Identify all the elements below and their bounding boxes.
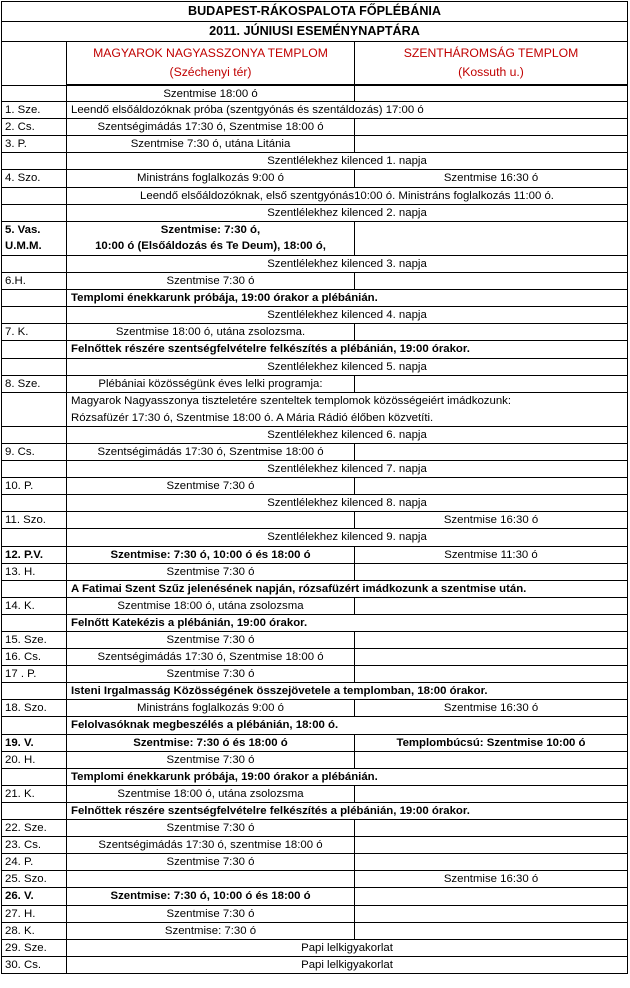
novena-text: Szentlélekhez kilenced 7. napja bbox=[66, 461, 627, 477]
event-text bbox=[66, 222, 354, 255]
day-label: 10. P. bbox=[5, 480, 34, 493]
event-text: Felnőtt Katekézis a plébánián, 19:00 órakor. bbox=[66, 615, 627, 631]
table-row bbox=[1, 170, 628, 187]
table-row bbox=[1, 786, 628, 803]
table-row bbox=[1, 581, 628, 598]
day-label: 17 . P. bbox=[5, 668, 37, 681]
table-row bbox=[1, 769, 628, 786]
event-text: Ministráns foglalkozás 9:00 ó bbox=[66, 170, 354, 186]
event-text-right: Szentmise 16:30 ó bbox=[354, 512, 627, 528]
table-row bbox=[1, 85, 628, 102]
table-row bbox=[1, 341, 628, 358]
event-text: Szentmise 7:30 ó bbox=[66, 478, 354, 494]
novena-text: Szentlélekhez kilenced 4. napja bbox=[66, 307, 627, 323]
day-label: 12. P.V. bbox=[5, 548, 44, 561]
table-row bbox=[1, 632, 628, 649]
event-text: Ministráns foglalkozás 9:00 ó bbox=[66, 700, 354, 716]
day-label: 4. Szo. bbox=[5, 172, 41, 185]
table-row bbox=[1, 957, 628, 974]
event-text: Szentmise: 7:30 ó és 18:00 ó bbox=[66, 735, 354, 751]
day-label: 2. Cs. bbox=[5, 121, 35, 134]
left-church-address: (Széchenyi tér) bbox=[169, 65, 252, 79]
event-text: Szentmise: 7:30 ó, 10:00 ó és 18:00 ó bbox=[66, 888, 354, 904]
event-text: Szentmise 18:00 ó bbox=[66, 86, 354, 101]
day-label-line-1: 5. Vas. bbox=[5, 223, 41, 236]
table-row bbox=[1, 376, 628, 393]
table-row bbox=[1, 256, 628, 273]
day-label: 15. Sze. bbox=[5, 634, 47, 646]
day-label: 9. Cs. bbox=[5, 445, 35, 458]
table-row bbox=[1, 188, 628, 205]
table-row bbox=[1, 444, 628, 461]
day-label: 20. H. bbox=[5, 753, 36, 766]
table-row bbox=[1, 837, 628, 854]
event-text: Szentségimádás 17:30 ó, Szentmise 18:00 ó bbox=[66, 119, 354, 135]
table-row bbox=[1, 717, 628, 734]
event-text: Papi lelkigyakorlat bbox=[66, 957, 627, 973]
event-text-line-1: Magyarok Nagyasszonya tiszteletére szenteltek templomok közösségeiért imádkozunk: bbox=[71, 394, 512, 407]
event-text: Plébániai közösségünk éves lelki programja: bbox=[66, 376, 354, 392]
novena-text: Szentlélekhez kilenced 1. napja bbox=[66, 153, 627, 169]
right-church-address: (Kossuth u.) bbox=[458, 65, 524, 79]
day-label: 30. Cs. bbox=[5, 958, 42, 971]
day-label: 19. V. bbox=[5, 736, 34, 749]
novena-text: Szentlélekhez kilenced 6. napja bbox=[66, 427, 627, 443]
event-text: Szentmise 18:00 ó, utána zsolozsma bbox=[66, 786, 354, 802]
event-text: Szentmise 7:30 ó bbox=[66, 820, 354, 836]
event-text: Felolvasóknak megbeszélés a plébánián, 18:00 ó. bbox=[66, 717, 627, 733]
title-line-1: BUDAPEST-RÁKOSPALOTA FŐPLÉBÁNIA bbox=[2, 2, 627, 22]
table-row bbox=[1, 324, 628, 341]
day-label: 16. Cs. bbox=[5, 651, 42, 664]
table-row bbox=[1, 427, 628, 444]
event-text: Szentmise 7:30 ó bbox=[66, 564, 354, 580]
table-row bbox=[1, 222, 628, 256]
event-text: Szentségimádás 17:30 ó, Szentmise 18:00 ó bbox=[66, 444, 354, 460]
table-row bbox=[1, 615, 628, 632]
event-text: Leendő elsőáldozóknak próba (szentgyónás és szentáldozás) 17:00 ó bbox=[66, 102, 627, 118]
event-text: Szentmise 7:30 ó bbox=[66, 752, 354, 768]
table-row bbox=[1, 461, 628, 478]
table-row bbox=[1, 803, 628, 820]
event-text-right: Szentmise 16:30 ó bbox=[354, 871, 627, 887]
day-label: 18. Szo. bbox=[5, 702, 47, 715]
table-row bbox=[1, 666, 628, 683]
event-text: Szentmise 7:30 ó bbox=[66, 632, 354, 648]
title-line-2: 2011. JÚNIUSI ESEMÉNYNAPTÁRA bbox=[2, 22, 627, 42]
day-label: 26. V. bbox=[5, 890, 34, 903]
table-row bbox=[1, 700, 628, 717]
table-row bbox=[1, 906, 628, 923]
day-label: 28. K. bbox=[5, 924, 35, 937]
day-label: 6.H. bbox=[5, 275, 26, 288]
event-text: Szentségimádás 17:30 ó, Szentmise 18:00 ó bbox=[66, 649, 354, 665]
table-row bbox=[1, 564, 628, 581]
day-label: 8. Sze. bbox=[5, 377, 41, 390]
day-label: 23. Cs. bbox=[5, 839, 42, 852]
table-row bbox=[1, 683, 628, 700]
document-header bbox=[1, 1, 628, 42]
table-row bbox=[1, 735, 628, 752]
day-label: 1. Sze. bbox=[5, 104, 41, 117]
event-text: Felnőttek részére szentségfelvételre felkészítés a plébánián, 19:00 órakor. bbox=[66, 341, 627, 357]
event-text: Leendő elsőáldozóknak, első szentgyónás10:00 ó. Ministráns foglalkozás 11:00 ó. bbox=[66, 188, 627, 204]
table-row bbox=[1, 854, 628, 871]
event-text-line-1: Szentmise: 7:30 ó, bbox=[160, 223, 261, 236]
event-text: Szentmise: 7:30 ó bbox=[66, 923, 354, 939]
event-text: Szentmise 7:30 ó bbox=[66, 273, 354, 289]
day-label bbox=[2, 222, 66, 255]
day-label-line-2: U.M.M. bbox=[5, 240, 42, 253]
event-text bbox=[66, 393, 627, 426]
table-row bbox=[1, 359, 628, 376]
table-row bbox=[1, 820, 628, 837]
event-text: Szentmise 7:30 ó, utána Litánia bbox=[66, 136, 354, 152]
table-row bbox=[1, 547, 628, 564]
event-text: Templomi énekkarunk próbája, 19:00 órakor a plébánián. bbox=[66, 290, 627, 306]
table-row bbox=[1, 598, 628, 615]
table-row bbox=[1, 119, 628, 136]
right-church-header bbox=[355, 42, 627, 85]
right-church-name: SZENTHÁROMSÁG TEMPLOM bbox=[403, 46, 579, 60]
event-text: Szentségimádás 17:30 ó, szentmise 18:00 ó bbox=[66, 837, 354, 853]
event-text: Szentmise 18:00 ó, utána zsolozsma. bbox=[66, 324, 354, 340]
table-row bbox=[1, 307, 628, 324]
table-row bbox=[1, 752, 628, 769]
event-text: Templomi énekkarunk próbája, 19:00 órakor a plébánián. bbox=[66, 769, 627, 785]
day-label: 27. H. bbox=[5, 907, 36, 920]
table-row bbox=[1, 205, 628, 222]
event-text: Szentmise 18:00 ó, utána zsolozsma bbox=[66, 598, 354, 614]
table-row bbox=[1, 888, 628, 905]
novena-text: Szentlélekhez kilenced 5. napja bbox=[66, 359, 627, 375]
day-label: 3. P. bbox=[5, 138, 27, 151]
table-row bbox=[1, 153, 628, 170]
event-text-right: Szentmise 16:30 ó bbox=[354, 700, 627, 716]
event-text: A Fatimai Szent Szűz jelenésének napján, rózsafüzért imádkozunk a szentmise után. bbox=[66, 581, 627, 597]
calendar-document bbox=[1, 1, 628, 974]
table-row bbox=[1, 495, 628, 512]
event-text: Papi lelkigyakorlat bbox=[66, 940, 627, 956]
day-label: 25. Szo. bbox=[5, 873, 47, 886]
table-row bbox=[1, 940, 628, 957]
table-row bbox=[1, 273, 628, 290]
novena-text: Szentlélekhez kilenced 9. napja bbox=[66, 529, 627, 545]
event-text: Szentmise 7:30 ó bbox=[66, 854, 354, 870]
table-row bbox=[1, 649, 628, 666]
day-label: 7. K. bbox=[5, 326, 29, 339]
table-row bbox=[1, 512, 628, 529]
day-label: 14. K. bbox=[5, 599, 35, 612]
day-label: 22. Sze. bbox=[5, 822, 47, 835]
table-row bbox=[1, 102, 628, 119]
table-row bbox=[1, 136, 628, 153]
novena-text: Szentlélekhez kilenced 3. napja bbox=[66, 256, 627, 272]
table-row bbox=[1, 529, 628, 546]
event-text-line-2: 10:00 ó (Elsőáldozás és Te Deum), 18:00 ó, bbox=[95, 240, 326, 253]
event-text: Szentmise: 7:30 ó, 10:00 ó és 18:00 ó bbox=[66, 547, 354, 563]
table-row bbox=[1, 923, 628, 940]
day-label: 11. Szo. bbox=[5, 514, 46, 527]
table-row bbox=[1, 290, 628, 307]
column-headers bbox=[1, 42, 628, 85]
novena-text: Szentlélekhez kilenced 8. napja bbox=[66, 495, 627, 511]
table-row bbox=[1, 871, 628, 888]
event-text-line-2: Rózsafüzér 17:30 ó, Szentmise 18:00 ó. A Mária Rádió élőben közvetíti. bbox=[71, 411, 434, 424]
event-text: Szentmise 7:30 ó bbox=[66, 666, 354, 682]
left-church-name: MAGYAROK NAGYASSZONYA TEMPLOM bbox=[93, 46, 328, 60]
event-text: Felnőttek részére szentségfelvételre felkészítés a plébánián, 19:00 órakor. bbox=[66, 803, 627, 819]
left-church-header bbox=[66, 42, 355, 85]
day-label: 24. P. bbox=[5, 856, 34, 869]
event-text-right: Templombúcsú: Szentmise 10:00 ó bbox=[354, 735, 627, 751]
table-row bbox=[1, 478, 628, 495]
event-text: Isteni Irgalmasság Közösségének összejövetele a templomban, 18:00 órakor. bbox=[66, 683, 627, 699]
event-text-right: Szentmise 11:30 ó bbox=[354, 547, 627, 563]
event-text: Szentmise 7:30 ó bbox=[66, 906, 354, 922]
event-text-right: Szentmise 16:30 ó bbox=[354, 170, 627, 186]
day-label: 13. H. bbox=[5, 565, 36, 578]
table-row bbox=[1, 393, 628, 427]
novena-text: Szentlélekhez kilenced 2. napja bbox=[66, 205, 627, 221]
day-label: 29. Sze. bbox=[5, 941, 47, 954]
day-label: 21. K. bbox=[5, 787, 35, 800]
